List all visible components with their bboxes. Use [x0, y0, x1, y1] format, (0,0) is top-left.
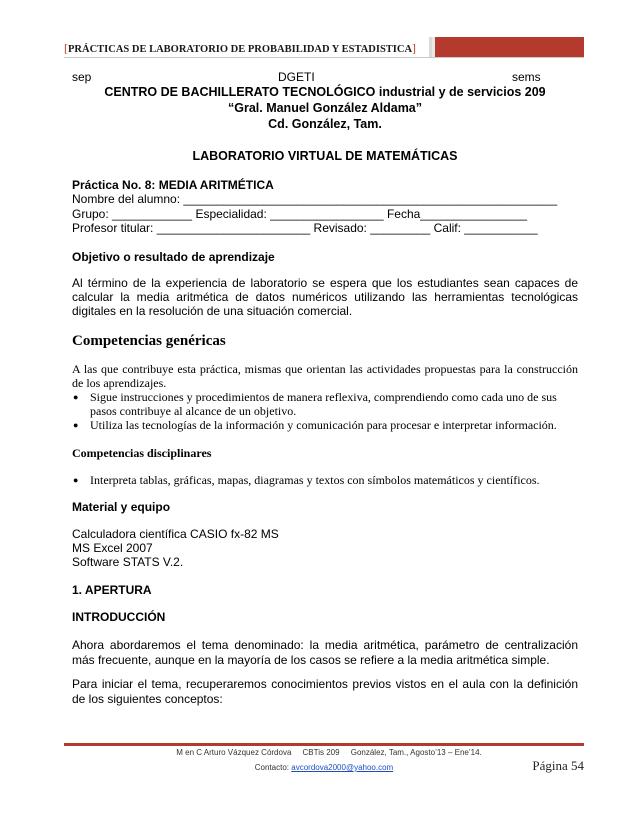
- opening-heading: 1. APERTURA: [72, 582, 152, 597]
- footer-contact-label: Contacto:: [254, 763, 290, 772]
- teacher-line: Profesor titular: _______________________ Revisado: _________ Calif: ___________: [72, 221, 538, 235]
- introduction-paragraph-1: Ahora abordaremos el tema denominado: la media aritmética, parámetro de centralización más frecuente, aunque en la mayoría de los casos se refiere a la media aritmética simple.: [72, 637, 578, 667]
- page-footer: [64, 748, 584, 777]
- material-item-2: MS Excel 2007: [72, 540, 153, 555]
- agency-right: sems: [512, 70, 541, 84]
- agency-left: sep: [72, 70, 92, 84]
- footer-place-date: González, Tam., Agosto’13 – Ene’14.: [350, 748, 482, 757]
- disciplinary-bullet-1: ● Interpreta tablas, gráficas, mapas, diagramas y textos con símbolos matemáticos y científicos.: [72, 473, 578, 487]
- institution-city: Cd. González, Tam.: [268, 117, 382, 131]
- top-agencies: [72, 70, 578, 84]
- agency-center: DGETI: [278, 70, 315, 84]
- introduction-heading: INTRODUCCIÓN: [72, 609, 166, 624]
- footer-school: CBTis 209: [302, 748, 340, 757]
- material-item-3: Software STATS V.2.: [72, 554, 184, 569]
- page-content: [72, 70, 578, 707]
- institution-name: CENTRO DE BACHILLERATO TECNOLÓGICO industrial y de servicios 209: [104, 85, 546, 99]
- introduction-paragraph-2: Para iniciar el tema, recuperaremos conocimientos previos vistos en el aula con la definición de los siguientes conceptos:: [72, 676, 578, 706]
- student-name-line: Nombre del alumno: ________________________________________________________: [72, 192, 558, 206]
- footer-rule: [64, 743, 584, 746]
- generic-bullet-2: ● Utiliza las tecnologías de la información y comunicación para procesar e interpretar información.: [72, 418, 578, 432]
- header-accent-bar: [432, 37, 584, 57]
- generic-competencies-heading: Competencias genéricas: [72, 332, 226, 349]
- lab-title: LABORATORIO VIRTUAL DE MATEMÁTICAS: [192, 149, 458, 163]
- header-rule: [64, 57, 584, 58]
- footer-credits: [64, 748, 584, 757]
- generic-intro: A las que contribuye esta práctica, mismas que orientan las actividades propuestas para la construcción de los aprendizajes.: [72, 361, 578, 390]
- footer-author: M en C Arturo Vázquez Córdova: [176, 748, 292, 757]
- footer-contact: [64, 763, 584, 772]
- footer-email-link[interactable]: avcordova2000@yahoo.com: [291, 763, 394, 772]
- group-line: Grupo: ____________ Especialidad: _________________ Fecha________________: [72, 206, 528, 221]
- header-title: [PRÁCTICAS DE LABORATORIO DE PROBABILIDAD Y ESTADISTICA]: [64, 41, 417, 55]
- objective-text: Al término de la experiencia de laboratorio se espera que los estudiantes sean capaces de calcular la media aritmética de datos numéricos utilizando las herramientas tecnológicas digitales en la resolución de una situación comercial.: [72, 275, 578, 318]
- material-heading: Material y equipo: [72, 499, 171, 514]
- generic-bullet-1: ● Sigue instrucciones y procedimientos de manera reflexiva, comprendiendo como cada uno de sus pasos contribuye al alcance de un objetivo.: [72, 390, 578, 418]
- disciplinary-heading: Competencias disciplinares: [72, 445, 212, 460]
- page-header: [64, 37, 584, 57]
- material-item-1: Calculadora científica CASIO fx-82 MS: [72, 526, 279, 541]
- institution-honoree: “Gral. Manuel González Aldama”: [227, 101, 423, 115]
- practice-title: Práctica No. 8: MEDIA ARITMÉTICA: [72, 178, 274, 192]
- page-number: Página 54: [532, 758, 584, 773]
- objective-heading: Objetivo o resultado de aprendizaje: [72, 249, 275, 264]
